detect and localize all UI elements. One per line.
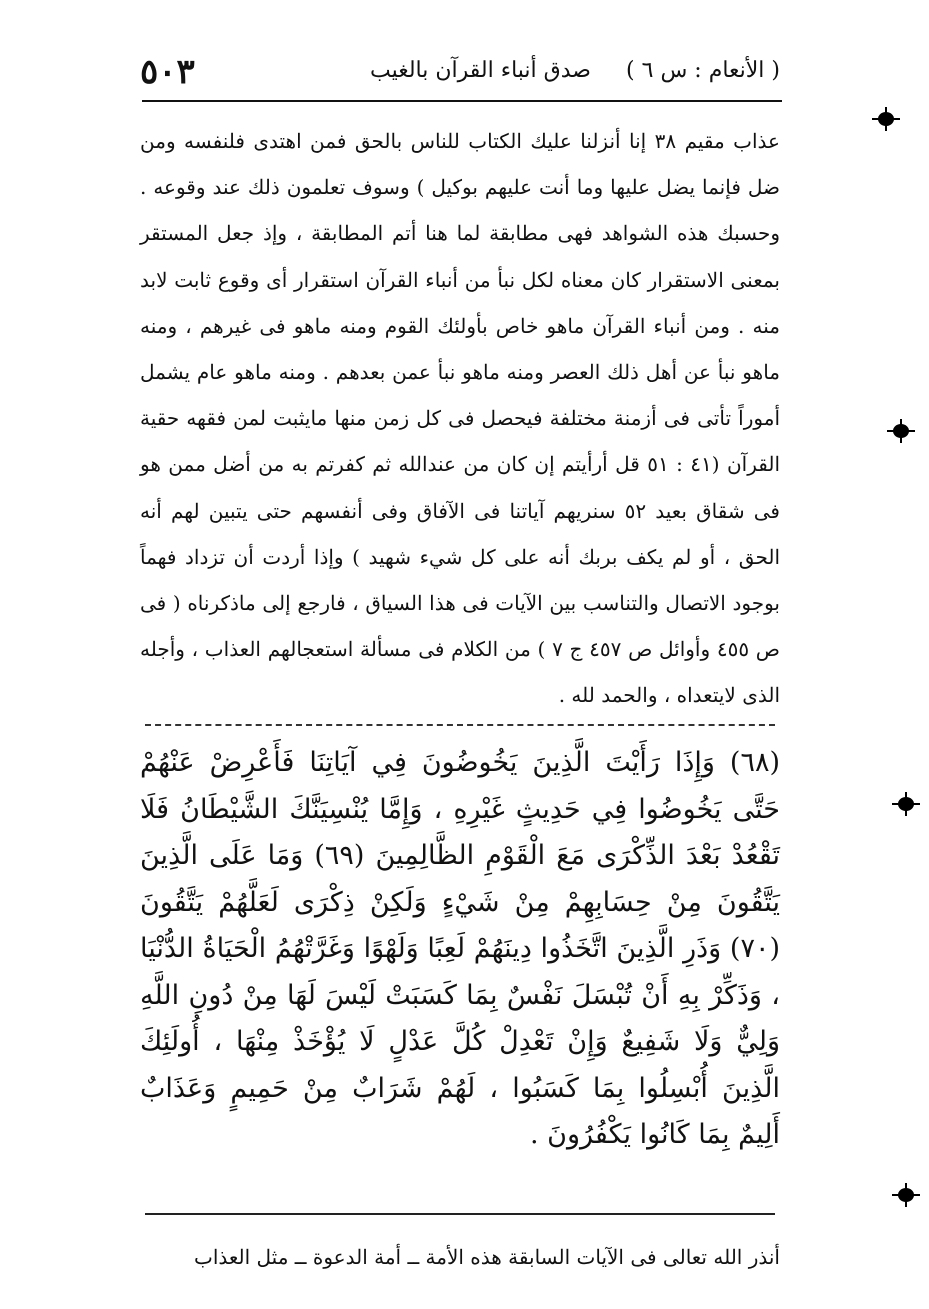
- running-title: صدق أنباء القرآن بالغيب: [370, 58, 591, 83]
- page-number: ٥٠٣: [140, 52, 195, 92]
- margin-ink-mark: [878, 112, 894, 126]
- quran-verses: (٦٨) وَإِذَا رَأَيْتَ الَّذِينَ يَخُوضُونَ فِي آيَاتِنَا فَأَعْرِضْ عَنْهُمْ حَتَّى يَخُوضُوا فِي حَدِيثٍ غَيْرِهِ ، وَإِمَّا يُنْسِيَنَّكَ الشَّيْطَانُ فَلَا تَقْعُدْ بَعْدَ الذِّكْرَى مَعَ الْقَوْمِ الظَّالِمِينَ (٦٩) وَمَا عَلَى الَّذِينَ يَتَّقُونَ مِنْ حِسَابِهِمْ مِنْ شَيْءٍ وَلَكِنْ ذِكْرَى لَعَلَّهُمْ يَتَّقُونَ (٧٠) وَذَرِ الَّذِينَ اتَّخَذُوا دِينَهُمْ لَعِبًا وَلَهْوًا وَغَرَّتْهُمُ الْحَيَاةُ الدُّنْيَا ، وَذَكِّرْ بِهِ أَنْ تُبْسَلَ نَفْسٌ بِمَا كَسَبَتْ لَيْسَ لَهَا مِنْ دُونِ اللَّهِ وَلِيٌّ وَلَا شَفِيعٌ وَإِنْ تَعْدِلْ كُلَّ عَدْلٍ لَا يُؤْخَذْ مِنْهَا ، أُولَئِكَ الَّذِينَ أُبْسِلُوا بِمَا كَسَبُوا ، لَهُمْ شَرَابٌ مِنْ حَمِيمٍ وَعَذَابٌ أَلِيمٌ بِمَا كَانُوا يَكْفُرُونَ .: [140, 747, 780, 1150]
- header-rule: [142, 100, 782, 102]
- margin-ink-mark: [893, 424, 909, 438]
- section-divider: [145, 724, 775, 726]
- commentary-paragraph: عذاب مقيم ٣٨ إنا أنزلنا عليك الكتاب للناس بالحق فمن اهتدى فلنفسه ومن ضل فإنما يضل عليها وما أنت عليهم بوكيل ) وسوف تعلمون ذلك عند وقوعه . وحسبك هذه الشواهد فهى مطابقة لما هنا أتم المطابقة ، وإذ جعل المستقر بمعنى الاستقرار كان معناه لكل نبأ من أنباء القرآن استقرار أى وقوع ثابت لابد منه . ومن أنباء القرآن ماهو خاص بأولئك القوم ومنه ماهو فى غيرهم ، ومنه ماهو نبأ عن أهل ذلك العصر ومنه ماهو نبأ عمن بعدهم . ومنه ماهو عام يشمل أموراً تأتى فى أزمنة مختلفة فيحصل فى كل زمن منها مايثبت لمن فقهه حقية القرآن (٤١ : ٥١ قل أرأيتم إن كان من عندالله ثم كفرتم به من أضل ممن هو فى شقاق بعيد ٥٢ سنريهم آياتنا فى الآفاق وفى أنفسهم حتى يتبين لهم أنه الحق ، أو لم يكف بربك أنه على كل شيء شهيد ) وإذا أردت أن تزداد فهماً بوجود الاتصال والتناسب بين الآيات فى هذا السياق ، فارجع إلى ماذكرناه ( فى ص ٤٥٥ وأوائل ص ٤٥٧ ج ٧ ) من الكلام فى مسألة استعجالهم العذاب ، وأجله الذى لايتعداه ، والحمد لله .: [140, 129, 780, 708]
- next-commentary-line: أنذر الله تعالى فى الآيات السابقة هذه الأمة ــ أمة الدعوة ــ مثل العذاب: [194, 1245, 780, 1269]
- margin-ink-mark: [898, 1188, 914, 1202]
- margin-ink-mark: [898, 797, 914, 811]
- page-header: [140, 52, 780, 98]
- footer-divider: [145, 1213, 775, 1215]
- sura-reference: ( الأنعام : س ٦ ): [626, 58, 780, 83]
